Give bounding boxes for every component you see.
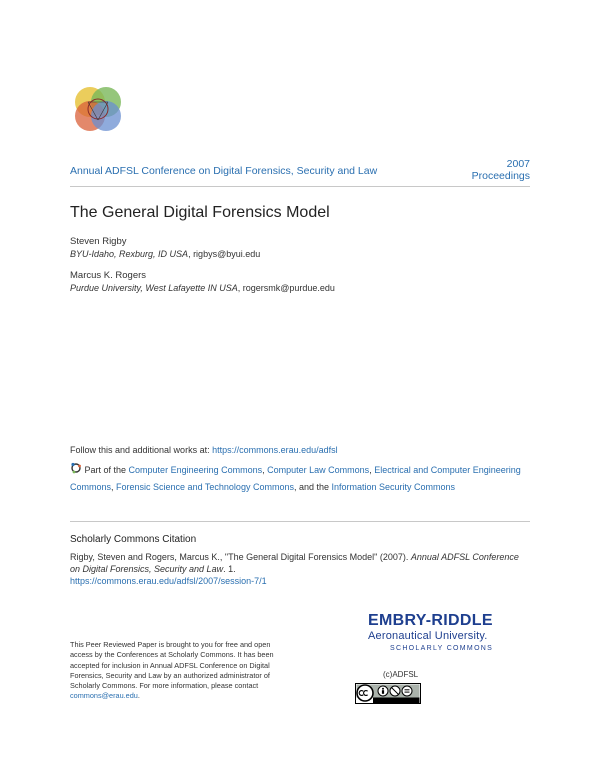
cc-license-icon[interactable] (355, 683, 421, 704)
commons-link[interactable]: Forensic Science and Technology Commons (116, 482, 294, 492)
citation-heading: Scholarly Commons Citation (70, 534, 197, 545)
author-affiliation: BYU-Idaho, Rexburg, ID USA, rigbys@byui.edu (70, 249, 261, 259)
header-divider (70, 186, 530, 187)
logo-line-2: Aeronautical University. (368, 630, 488, 642)
commons-link[interactable]: Computer Law Commons (267, 465, 370, 475)
commons-link[interactable]: Electrical and Computer Engineering Commons (70, 465, 521, 492)
logo-line-3: SCHOLARLY COMMONS (390, 645, 494, 652)
citation-link[interactable]: https://commons.erau.edu/adfsl/2007/session-7/1 (70, 576, 267, 586)
contact-email-link[interactable]: commons@erau.edu (70, 691, 138, 701)
section-divider (70, 521, 530, 522)
author-name: Marcus K. Rogers (70, 270, 147, 281)
paper-title: The General Digital Forensics Model (70, 204, 330, 221)
embry-riddle-logo[interactable] (368, 612, 530, 652)
adfsl-logo (68, 78, 128, 138)
author-name: Steven Rigby (70, 236, 127, 247)
commons-link[interactable]: Information Security Commons (331, 482, 456, 492)
commons-link[interactable]: Computer Engineering Commons (128, 465, 263, 475)
network-icon (70, 462, 82, 474)
open-access-notice: This Peer Reviewed Paper is brought to you for free and open access by the Conferences at Scholarly Commons. It has been accepted for inclusion in Annual ADFSL Conference on Digital Forensics, Security and Law by an authorized administrator of Scholarly Commons. For more information, please contact commons@erau.edu. (70, 640, 274, 701)
follow-line: Follow this and additional works at: https://commons.erau.edu/adfsl (70, 445, 338, 455)
part-of-commons: Part of the Computer Engineering Commons, Computer Law Commons, Electrical and Computer Engineering Commons, Forensic Science and Technology Commons, and the Information Security Commons (70, 462, 530, 496)
conference-link[interactable]: Annual ADFSL Conference on Digital Forensics, Security and Law (70, 165, 378, 177)
repository-link[interactable]: https://commons.erau.edu/adfsl (212, 445, 338, 455)
proceedings-label: Proceedings (471, 170, 530, 182)
copyright-label: (c)ADFSL (383, 670, 419, 679)
logo-line-1: EMBRY-RIDDLE (368, 612, 493, 629)
author-affiliation: Purdue University, West Lafayette IN USA, rogersmk@purdue.edu (70, 283, 335, 293)
proceedings-link[interactable] (472, 158, 530, 182)
citation-text: Rigby, Steven and Rogers, Marcus K., "The General Digital Forensics Model" (2007). Annual ADFSL Conference on Digital Forensics, Security and Law. 1. https://commons.erau.edu/adfsl/2007/session-7/1 (70, 552, 519, 586)
proceedings-year: 2007 (506, 158, 530, 170)
